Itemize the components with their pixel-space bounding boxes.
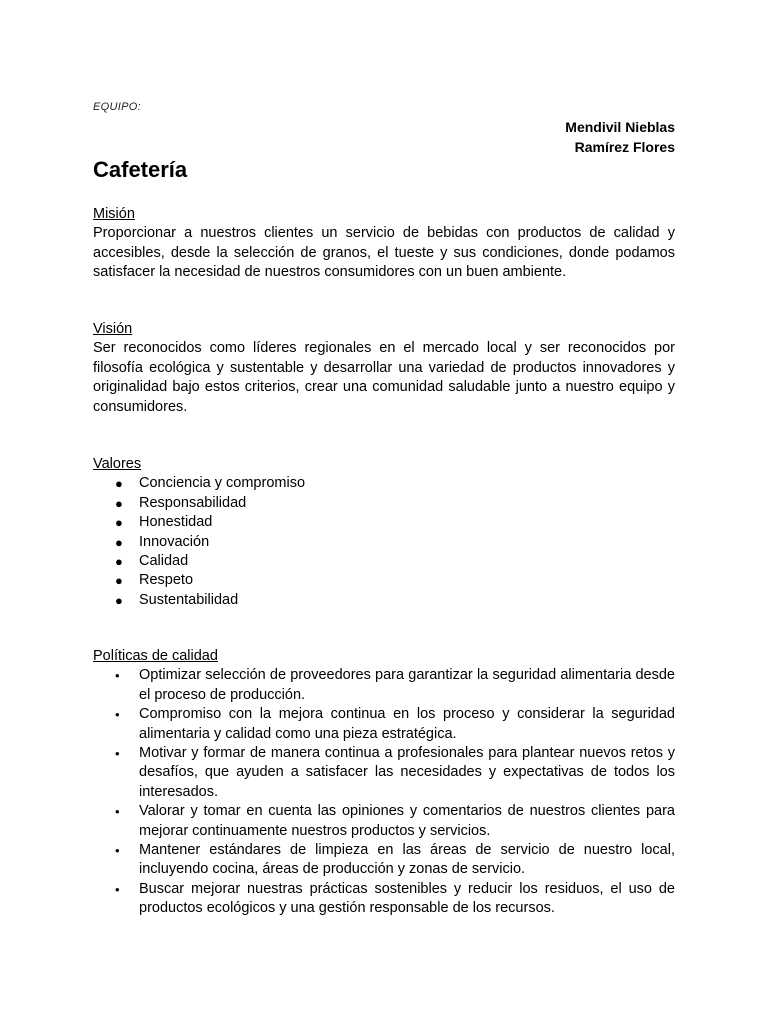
- mission-heading: Misión: [93, 206, 135, 222]
- bullet-icon: •: [115, 746, 120, 762]
- bullet-icon: •: [115, 668, 120, 684]
- document-title: Cafetería: [93, 157, 188, 182]
- vision-text: Ser reconocidos como líderes regionales en el mercado local y ser reconocidos por filosofía ecológica y sustentable y desarrollar una variedad de productos innovadores y originalidad bajo estos criterios, crear una comunidad saludable junto a nuestro equipo y consumidores.: [93, 340, 675, 415]
- vision-heading: Visión: [93, 321, 133, 337]
- vision-section: [93, 320, 675, 417]
- quality-policies-list: [93, 666, 675, 918]
- mission-text: Proporcionar a nuestros clientes un servicio de bebidas con productos de calidad y accesibles, desde la selección de granos, el tueste y sus condiciones, donde podamos satisfacer la necesidad de nuestros consumidores con un buen ambiente.: [93, 225, 675, 281]
- list-item: • Compromiso con la mejora continua en los proceso y considerar la seguridad alimentaria y calidad como una pieza estratégica.: [115, 706, 675, 742]
- list-item: ● Innovación: [93, 533, 675, 552]
- bullet-icon: •: [115, 843, 120, 859]
- list-item: • Buscar mejorar nuestras prácticas sostenibles y reducir los residuos, el uso de productos ecológicos y una gestión responsable de los recursos.: [115, 880, 675, 917]
- bullet-icon: •: [115, 707, 120, 723]
- list-item: ● Conciencia y compromiso: [93, 474, 675, 493]
- list-item: ● Calidad: [93, 552, 675, 571]
- list-item: ● Honestidad: [93, 513, 675, 532]
- list-item: ● Respeto: [93, 571, 675, 590]
- bullet-icon: ●: [115, 573, 123, 589]
- bullet-icon: ●: [115, 534, 123, 550]
- author-name: Ramírez Flores: [574, 139, 675, 155]
- author-name: Mendivil Nieblas: [565, 119, 675, 135]
- list-item: ● Sustentabilidad: [93, 591, 675, 610]
- bullet-icon: •: [115, 881, 120, 897]
- bullet-icon: •: [115, 804, 120, 820]
- quality-policies-section: [93, 647, 675, 919]
- bullet-icon: ●: [115, 476, 123, 492]
- list-item: • Mantener estándares de limpieza en las áreas de servicio de nuestro local, incluyendo cocina, áreas de producción y zonas de servicio.: [115, 842, 675, 878]
- values-list: [93, 474, 675, 610]
- team-label: EQUIPO:: [93, 101, 141, 113]
- quality-policies-heading: Políticas de calidad: [93, 648, 218, 664]
- mission-section: [93, 205, 675, 283]
- bullet-icon: ●: [115, 554, 123, 570]
- list-item: ● Responsabilidad: [93, 494, 675, 513]
- author-names: [565, 117, 675, 157]
- list-item: • Optimizar selección de proveedores para garantizar la seguridad alimentaria desde el proceso de producción.: [115, 667, 675, 703]
- list-item: • Motivar y formar de manera continua a profesionales para plantear nuevos retos y desafíos, que ayuden a satisfacer las necesidades y expectativas de todos los interesados.: [115, 745, 675, 800]
- values-section: [93, 455, 675, 610]
- values-heading: Valores: [93, 456, 142, 472]
- bullet-icon: ●: [115, 592, 123, 608]
- list-item: • Valorar y tomar en cuenta las opiniones y comentarios de nuestros clientes para mejorar continuamente nuestros productos y servicios.: [115, 803, 675, 839]
- bullet-icon: ●: [115, 515, 123, 531]
- bullet-icon: ●: [115, 495, 123, 511]
